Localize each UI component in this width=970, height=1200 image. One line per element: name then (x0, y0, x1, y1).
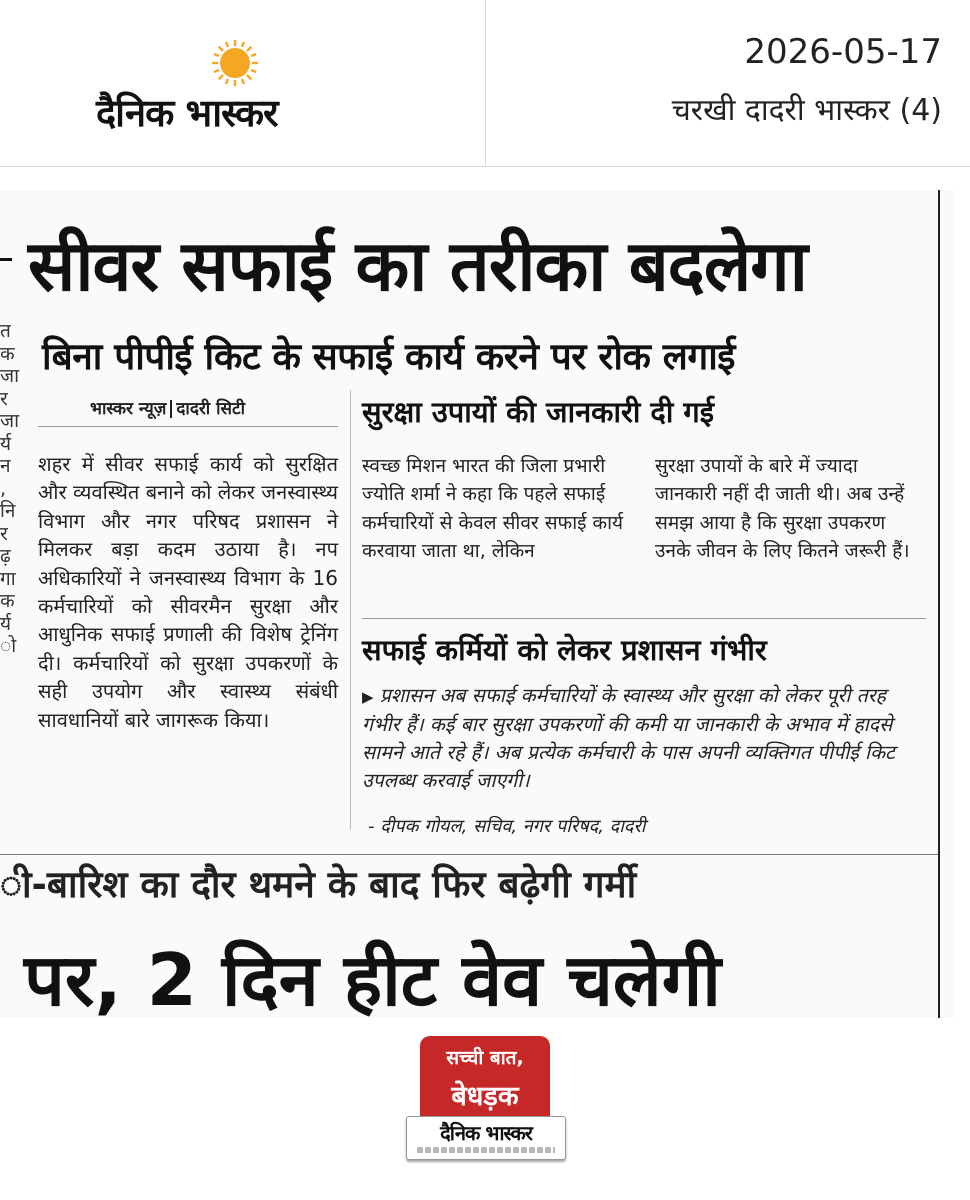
body-paragraph: सुरक्षा उपायों के बारे में ज्यादा जानकारी नहीं दी जाती थी। अब उन्हें समझ आया है कि सुरक्षा उपकरण उनके जीवन के लिए कितने जरूरी हैं। (655, 455, 910, 563)
fragment: र्य (0, 432, 12, 455)
fragment: जा (0, 365, 20, 387)
article-headline: सीवर सफाई का तरीका बदलेगा (28, 225, 807, 307)
brand-name: दैनिक भास्कर (96, 91, 278, 135)
quote-paragraph (362, 682, 928, 795)
quote-text: प्रशासन अब सफाई कर्मचारियों के स्वास्थ्य और सुरक्षा को लेकर पूरी तरह गंभीर हैं। कई बार सुरक्षा उपकरणों की कमी या जानकारी के अभाव में हादसे सामने आते रहे हैं। अब प्रत्येक कर्मचारी के पास अपनी व्यक्तिगत पीपीई किट उपलब्ध करवाई जाएगी। (362, 684, 895, 792)
article-subheadline: बिना पीपीई किट के सफाई कार्य करने पर रोक लगाई (42, 335, 735, 378)
sun-icon (210, 38, 260, 88)
quote-marker-icon: ▶ (362, 688, 374, 706)
story-divider (0, 854, 940, 855)
fragment: ो (0, 635, 17, 657)
fragment: र्य (0, 612, 12, 635)
fragment: र (0, 522, 8, 545)
edition-name: चरखी दादरी भास्कर (4) (671, 93, 942, 128)
edition-date: 2026-05-17 (744, 32, 942, 72)
byline-separator (170, 400, 172, 418)
column-separator (350, 390, 351, 830)
fragment: क (0, 342, 15, 365)
byline-rule (38, 426, 338, 427)
fragment: , (0, 477, 7, 500)
section-text-col1 (362, 452, 632, 566)
fragment: जा (0, 410, 20, 432)
fragment: त (0, 320, 11, 342)
next-story-headline: पर, 2 दिन हीट वेव चलेगी (24, 938, 721, 1018)
official-quote (362, 682, 928, 795)
article-body-left (38, 450, 338, 734)
fragment: र (0, 387, 8, 410)
badge-brand: दैनिक भास्कर (440, 1121, 532, 1145)
edge-rule (0, 258, 12, 261)
newspaper-icon (406, 1116, 566, 1160)
fragment: नि (0, 500, 16, 522)
quote-attribution: - दीपक गोयल, सचिव, नगर परिषद, दादरी (368, 816, 646, 837)
tagline-line1: सच्ची बात, (446, 1047, 524, 1069)
byline (90, 396, 245, 419)
tagline-box (420, 1036, 550, 1122)
app-header (0, 0, 970, 167)
fragment: ढ़ (0, 545, 11, 567)
body-paragraph: शहर में सीवर सफाई कार्य को सुरक्षित और व्यवस्थित बनाने को लेकर जनस्वास्थ्य विभाग और नगर परिषद प्रशासन ने मिलकर बड़ा कदम उठाया है। नप अधिकारियों ने जनस्वास्थ्य विभाग के 16 कर्मचारियों को सीवरमैन सुरक्षा और आधुनिक सफाई प्रणाली की विशेष ट्रेनिंग दी। कर्मचारियों को सुरक्षा उपकरणों के सही उपयोग और स्वास्थ्य संबंधी सावधानियों बारे जागरूक किया। (38, 452, 338, 732)
fragment: न (0, 455, 11, 477)
byline-source: भास्कर न्यूज़ (90, 399, 167, 419)
section-heading-administration: सफाई कर्मियों को लेकर प्रशासन गंभीर (362, 633, 767, 667)
fragment: क (0, 590, 15, 612)
newsprint-lines (417, 1147, 555, 1153)
section-heading-safety: सुरक्षा उपायों की जानकारी दी गई (362, 395, 714, 429)
section-text-col2 (655, 452, 925, 566)
adjacent-column-fragment (0, 320, 20, 658)
next-story-subheadline: ी-बारिश का दौर थमने के बाद फिर बढ़ेगी गर्मी (0, 863, 637, 906)
brand-tagline-badge[interactable] (402, 1036, 568, 1164)
section-rule (362, 618, 926, 619)
newspaper-clipping[interactable] (0, 190, 955, 1018)
clipping-right-rule (938, 190, 940, 1018)
header-divider (485, 0, 486, 166)
fragment: गा (0, 567, 16, 590)
tagline-line2: बेधड़क (451, 1081, 519, 1112)
body-paragraph: स्वच्छ मिशन भारत की जिला प्रभारी ज्योति शर्मा ने कहा कि पहले सफाई कर्मचारियों से केवल सीवर सफाई कार्य करवाया जाता था, लेकिन (362, 455, 624, 563)
byline-place: दादरी सिटी (176, 399, 245, 419)
brand-logo[interactable] (96, 34, 376, 134)
